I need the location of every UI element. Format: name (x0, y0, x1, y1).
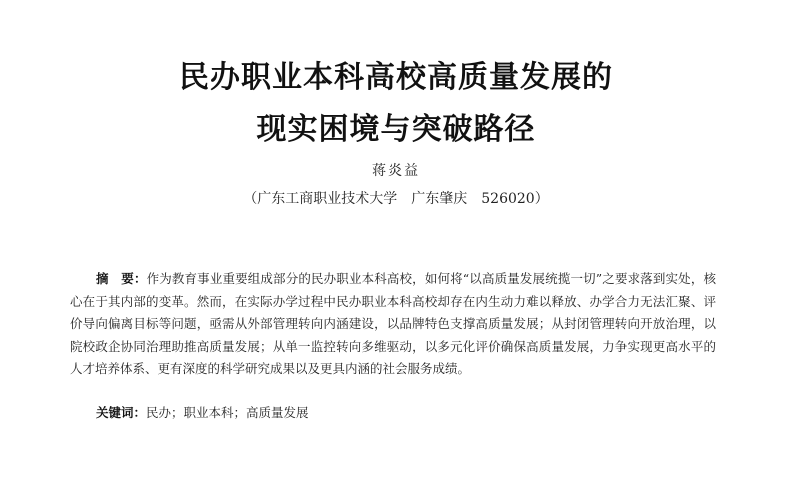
keywords-label: 关键词： (96, 405, 147, 420)
keywords-text: 民办；职业本科；高质量发展 (146, 405, 309, 420)
abstract-label: 摘 要： (96, 271, 147, 286)
abstract-text: 作为教育事业重要组成部分的民办职业本科高校，如何将“以高质量发展统揽一切”之要求落到实处，核心在于其内部的变革。然而，在实际办学过程中民办职业本科高校却存在内生动力难以释放、办学合力无法汇聚、评价导向偏离目标等问题，亟需从外部管理转向内涵建设，以品牌特色支撑高质量发展；从封闭管理转向开放治理，以院校政企协同治理助推高质量发展；从单一监控转向多维驱动，以多元化评价确保高质量发展，力争实现更高水平的人才培养体系、更有深度的科学研究成果以及更具内涵的社会服务成绩。 (70, 271, 716, 376)
affiliation: （广东工商职业技术大学 广东肇庆 526020） (243, 191, 549, 207)
abstract (70, 268, 716, 381)
abstract-indent (70, 271, 96, 286)
title-line-2: 现实困境与突破路径 (256, 112, 536, 147)
keywords (96, 402, 309, 424)
author: 蒋炎益 (372, 163, 420, 179)
title-line-1: 民办职业本科高校高质量发展的 (179, 60, 613, 95)
